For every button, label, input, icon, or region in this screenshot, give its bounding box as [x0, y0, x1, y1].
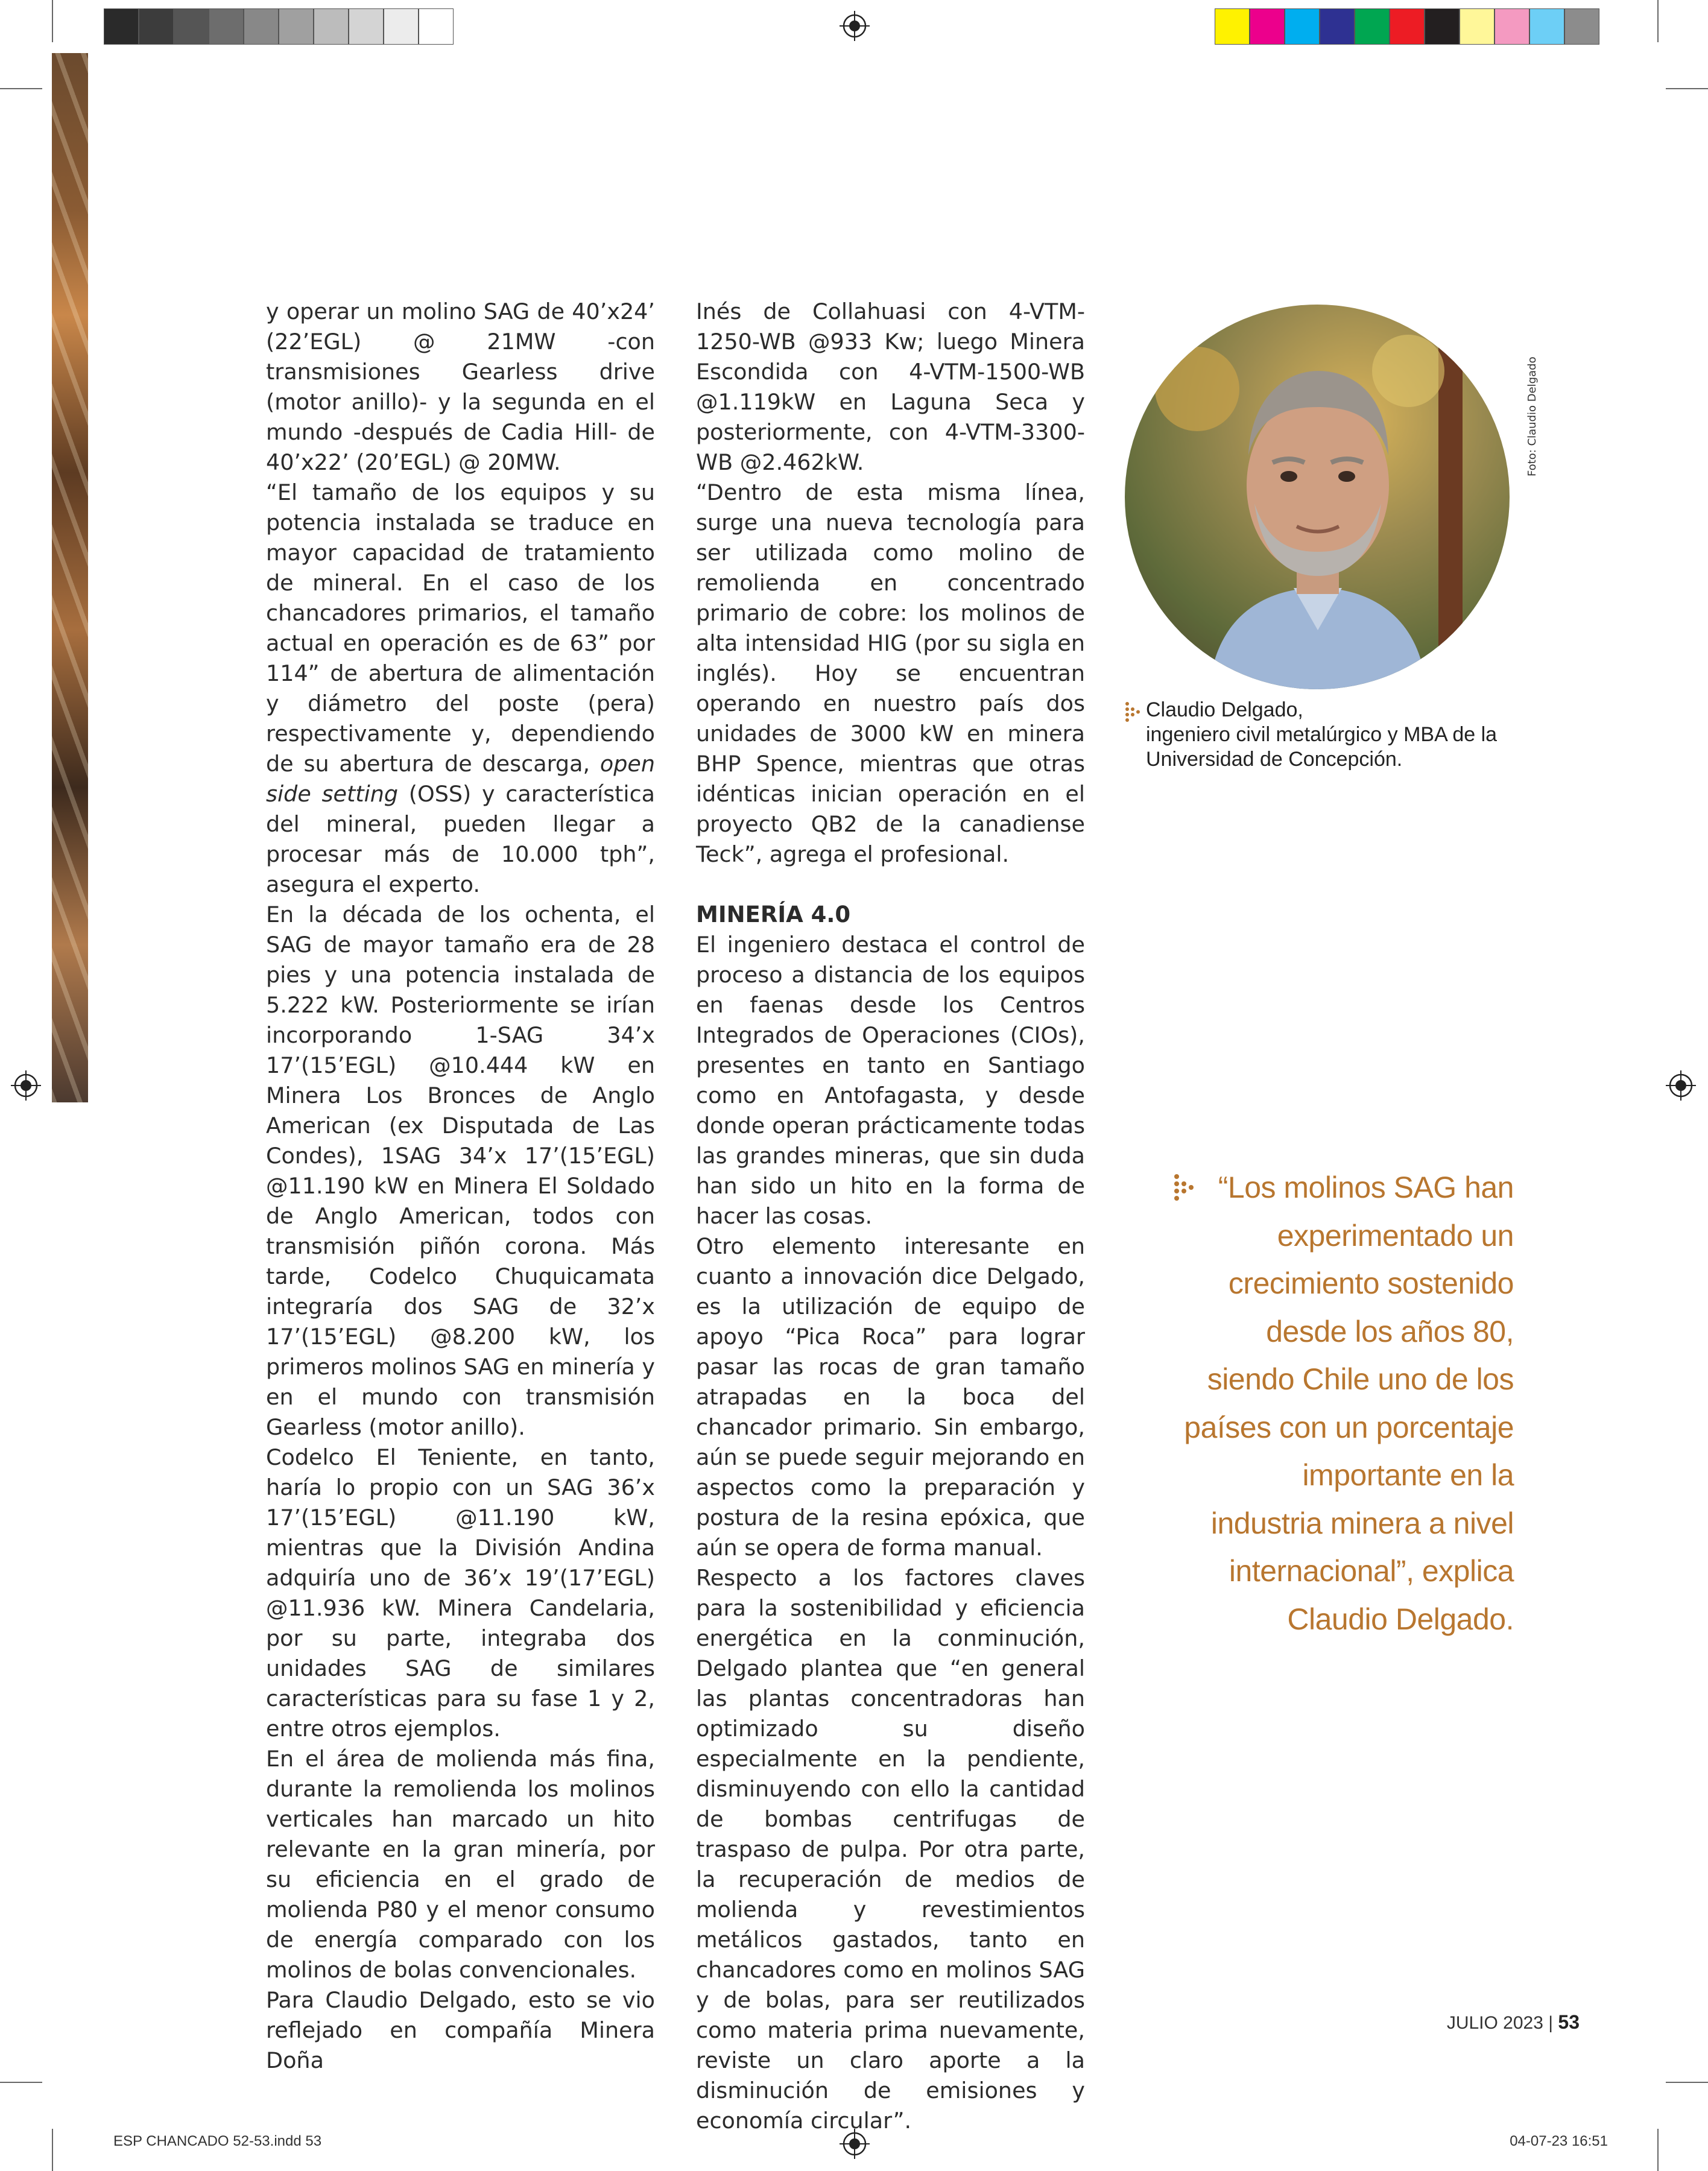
color-swatch — [1355, 8, 1390, 45]
color-swatch — [384, 8, 419, 45]
photo-caption — [1146, 698, 1544, 772]
crop-mark — [52, 2129, 53, 2171]
color-swatch — [419, 8, 454, 45]
quote-line: internacional”, explica — [1229, 1554, 1514, 1588]
color-swatch — [314, 8, 349, 45]
color-swatch — [1285, 8, 1320, 45]
paragraph: Codelco El Teniente, en tanto, haría lo propio con un SAG 36’x 17’(15’EGL) @11.190 kW, mientras que la División Andina adquiría uno de 36’x 19’(17’EGL) @11.936 kW. Minera Candelaria, por su parte, integraba dos unidades SAG de similares características para su fase 1 y 2, entre otros ejemplos. — [266, 1444, 655, 1742]
color-swatch — [1460, 8, 1494, 45]
crop-mark — [1666, 88, 1708, 89]
color-swatch — [1215, 8, 1250, 45]
paragraph: y operar un molino SAG de 40’x24’ (22’EGL) @ 21MW -con transmisiones Gearless drive (motor anillo)- y la segunda en el mundo -después de Cadia Hill- de 40’x22’ (20’EGL) @ 20MW. — [266, 299, 655, 475]
folio-separator: | — [1548, 2013, 1554, 2033]
crop-mark — [1666, 2082, 1708, 2083]
bleed-photo-strip — [52, 53, 88, 1102]
color-swatch — [349, 8, 384, 45]
color-swatch-bar — [1215, 8, 1599, 45]
crop-mark — [0, 2082, 42, 2083]
registration-mark-icon — [1666, 1070, 1696, 1101]
italic-term: open side setting — [266, 751, 655, 807]
color-swatch — [209, 8, 244, 45]
quote-line: crecimiento sostenido — [1228, 1266, 1514, 1300]
crop-mark — [52, 0, 53, 42]
section-heading: MINERÍA 4.0 — [696, 902, 851, 927]
quote-line: importante en la — [1302, 1458, 1514, 1492]
color-swatch — [1320, 8, 1355, 45]
paragraph-text: (OSS) y característica del mineral, pueden llegar a procesar más de 10.000 tph”, asegura el experto. — [266, 781, 655, 897]
crop-mark — [0, 88, 42, 89]
color-swatch — [1494, 8, 1529, 45]
photo-credit: Foto: Claudio Delgado — [1526, 356, 1539, 476]
quote-line: experimentado un — [1277, 1218, 1514, 1253]
paragraph — [266, 478, 655, 900]
color-swatch — [1390, 8, 1425, 45]
color-swatch — [244, 8, 279, 45]
color-swatch — [279, 8, 314, 45]
registration-mark-icon — [840, 11, 870, 41]
paragraph: Inés de Collahuasi con 4-VTM-1250-WB @933 Kw; luego Minera Escondida con 4-VTM-1500-WB @1.119kW en Laguna Seca y posteriormente, con 4-VTM-3300-WB @2.462kW. — [696, 299, 1085, 475]
folio — [1447, 2011, 1580, 2034]
article-column-2 — [696, 297, 1085, 2136]
quote-line: Claudio Delgado. — [1287, 1602, 1514, 1636]
quote-line: desde los años 80, — [1266, 1314, 1514, 1348]
caption-line: ingeniero civil metalúrgico y MBA de la — [1146, 723, 1498, 746]
crop-mark — [1657, 0, 1659, 42]
caption-line: Universidad de Concepción. — [1146, 748, 1403, 771]
portrait-photo — [1125, 305, 1510, 689]
color-swatch — [1425, 8, 1460, 45]
color-swatch — [174, 8, 209, 45]
paragraph: En el área de molienda más fina, durante la remolienda los molinos verticales han marcado un hito relevante en la gran minería, por su eficiencia en el grado de molienda P80 y el menor consumo de energía comparado con los molinos de bolas convencionales. — [266, 1746, 655, 1983]
page-number: 53 — [1558, 2011, 1580, 2033]
color-swatch — [1250, 8, 1285, 45]
article-column-1 — [266, 297, 655, 2076]
color-swatch — [104, 8, 139, 45]
paragraph: Para Claudio Delgado, esto se vio reflejado en compañía Minera Doña — [266, 1987, 655, 2073]
quote-line: países con un porcentaje — [1184, 1410, 1514, 1444]
caption-line: Claudio Delgado, — [1146, 698, 1303, 721]
caption-bullet-icon — [1125, 702, 1141, 722]
registration-mark-icon — [11, 1070, 41, 1101]
paragraph: “Dentro de esta misma línea, surge una nueva tecnología para ser utilizada como molino de remolienda en concentrado primario de cobre: los molinos de alta intensidad HIG (por su sigla en inglés). Hoy se encuentran operando en nuestro país dos unidades de 3000 kW en minera BHP Spence, mientras que otras idénticas inician operación en el proyecto QB2 de la canadiense Teck”, agrega el profesional. — [696, 479, 1085, 867]
color-swatch — [1529, 8, 1564, 45]
quote-line: “Los molinos SAG han — [1218, 1171, 1514, 1204]
quote-line: industria minera a nivel — [1210, 1506, 1514, 1540]
slug-file: ESP CHANCADO 52-53.indd 53 — [113, 2133, 322, 2149]
paragraph: En la década de los ochenta, el SAG de mayor tamaño era de 28 pies y una potencia instalada de 5.222 kW. Posteriormente se irían incorporando 1-SAG 34’x 17’(15’EGL) @10.444 kW en Minera Los Bronces de Anglo American (ex Disputada de Las Condes), 1SAG 34’x 17’(15’EGL) @11.190 kW en Minera El Soldado de Anglo American, todos con transmisión piñón corona. Más tarde, Codelco Chuquicamata integraría dos SAG de 32’x 17’(15’EGL) @8.200 kW, los primeros molinos SAG en minería y en el mundo con transmisión Gearless (motor anillo). — [266, 902, 655, 1440]
quote-line: siendo Chile uno de los — [1207, 1362, 1514, 1396]
paragraph: El ingeniero destaca el control de proceso a distancia de los equipos en faenas desde los Centros Integrados de Operaciones (CIOs), presentes en tanto en Santiago como en Antofagasta, y desde donde operan prácticamente todas las grandes mineras, que sin duda han sido un hito en la forma de hacer las cosas. — [696, 932, 1085, 1229]
portrait-illustration — [1125, 305, 1510, 689]
paragraph-text: “El tamaño de los equipos y su potencia instalada se traduce en mayor capacidad de tratamiento de mineral. En el caso de los chancadores primarios, el tamaño actual en operación es de 63” por 114” de abertura de alimentación y diámetro del poste (pera) respectivamente y, dependiendo de su abertura de descarga, — [266, 479, 655, 777]
color-swatch — [139, 8, 174, 45]
issue-date: JULIO 2023 — [1446, 2013, 1543, 2033]
color-swatch — [1564, 8, 1599, 45]
paragraph: Respecto a los factores claves para la sostenibilidad y eficiencia energética en la conminución, Delgado plantea que “en general las plantas concentradoras han optimizado su diseño especialmente en la pendiente, disminuyendo con ello la cantidad de bombas centrifugas de traspaso de pulpa. Por otra parte, la recuperación de medios de molienda y revestimientos metálicos gastados, tanto en chancadores como en molinos SAG y de bolas, para ser reutilizados como materia prima nuevamente, reviste un claro aporte a la disminución de emisiones y economía circular”. — [696, 1565, 1085, 2134]
paragraph: Otro elemento interesante en cuanto a innovación dice Delgado, es la utilización de equipo de apoyo “Pica Roca” para lograr pasar las rocas de gran tamaño atrapadas en la boca del chancador primario. Sin embargo, aún se puede seguir mejorando en aspectos como la preparación y postura de la resina epóxica, que aún se opera de forma manual. — [696, 1233, 1085, 1561]
grayscale-swatch-bar — [104, 8, 454, 45]
crop-mark — [1657, 2129, 1659, 2171]
pull-quote — [1146, 1164, 1514, 1643]
slug-datetime: 04-07-23 16:51 — [1510, 2133, 1608, 2149]
